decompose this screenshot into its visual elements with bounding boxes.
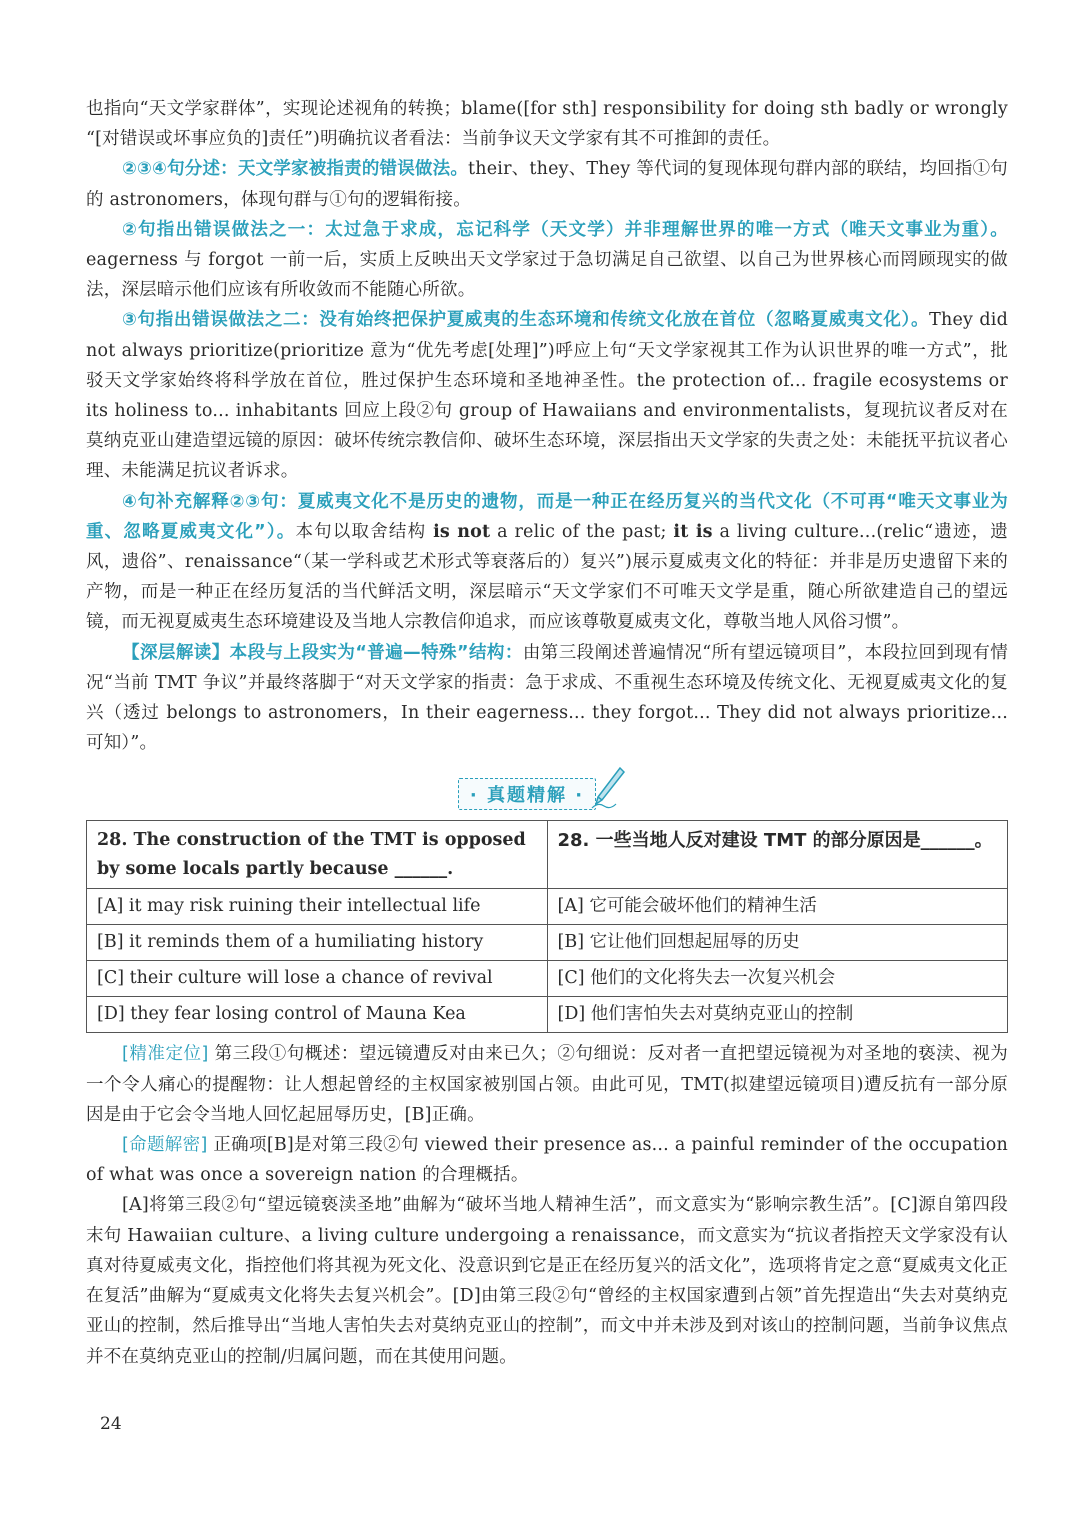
option-zh: [A] 它可能会破坏他们的精神生活 [547,889,1008,925]
text-segment: 第三段①句概述：望远镜遭反对由来已久；②句细说：反对者一直把望远镜视为对圣地的亵渎、视为一个令人痛心的提醒物：让人想起曾经的主权国家被别国占领。由此可见，TMT(拟建望远镜项目)遭反抗有一部分原因是由于它会令当地人回忆起屈辱历史，[B]正确。 [86,1044,1008,1125]
question-table [86,820,1008,1033]
text-segment: 本句以取舍结构 [295,521,434,542]
highlight-heading: ②③④句分述：天文学家被指责的错误做法。 [122,159,469,180]
banner-title: · 真题精解 · [458,778,596,810]
text-segment: They did not always prioritize(prioritize 意为“优先考虑[处理]”)呼应上句“天文学家视其工作为认识世界的唯一方式”，批驳天文学家始终将科学放在首位，胜过保护生态环境和圣地神圣性。the protection of... fragile ecosystems or its holiness to... inhabitants 回应上段②句 group of Hawaiians and environmentalists，复现抗议者反对在莫纳克亚山建造望远镜的原因：破坏传统宗教信仰、破坏生态环境，深层指出天文学家的失责之处：未能抚平抗议者心理、未能满足抗议者诉求。 [86,310,1008,482]
option-zh: [B] 它让他们回想起屈辱的历史 [547,925,1008,961]
page-number: 24 [100,1414,122,1434]
option-en: [C] their culture will lose a chance of revival [87,961,548,997]
option-row [87,961,1008,997]
paragraph-5 [86,487,1008,638]
analysis-label: [精准定位] [122,1044,209,1065]
text-segment: 正确项[B]是对第三段②句 viewed their presence as... a painful reminder of the occupation of what was once a sovereign nation 的合理概括。 [86,1135,1008,1186]
highlight-heading: 【深层解读】本段与上段实为“普遍—特殊”结构： [122,642,523,663]
text-segment: a living culture...(relic“遗迹，遗风，遗俗”、renaissance“（某一学科或艺术形式等衰落后的）复兴”)展示夏威夷文化的特征：并非是历史遗留下来的产物，而是一种正在经历复活的当代鲜活文明，深层暗示“天文学家们不可唯天文学是重，随心所欲建造自己的望远镜，而无视夏威夷生态环境建设及当地人宗教信仰追求，而应该尊敬夏威夷文化，尊敬当地人风俗习惯”。 [86,521,1008,633]
option-en: [A] it may risk ruining their intellectual life [87,889,548,925]
text-segment: 由第三段阐述普遍情况“所有望远镜项目”，本段拉回到现有情况“当前 TMT 争议”并最终落脚于“对天文学家的指责：急于求成、不重视生态环境及传统文化、无视夏威夷文化的复兴（透过 belongs to astronomers，In their eagerness... they forgot... They did not always prioritize... 可知）”。 [86,642,1008,754]
text-segment: eagerness 与 forgot 一前一后，实质上反映出天文学家过于急切满足自己欲望、以自己为世界核心而罔顾现实的做法，深层暗示他们应该有所收敛而不能随心所欲。 [86,250,1008,301]
question-stem-zh: 28. 一些当地人反对建设 TMT 的部分原因是______。 [547,821,1008,889]
paragraph-6 [86,638,1008,759]
paragraph-1 [86,94,1008,154]
question-stem-en: 28. The construction of the TMT is opposed by some locals partly because ______. [87,821,548,889]
option-row [87,925,1008,961]
text-segment: their、they、They 等代词的复现体现句群内部的联结，均回指①句的 astronomers，体现句群与①句的逻辑衔接。 [86,159,1008,210]
highlight-heading: ②句指出错误做法之一：太过急于求成，忘记科学（天文学）并非理解世界的唯一方式（唯天文事业为重）。 [122,219,1008,240]
question-stem-row [87,821,1008,889]
text-segment: [A]将第三段②句“望远镜亵渎圣地”曲解为“破坏当地人精神生活”，而文意实为“影响宗教生活”。[C]源自第四段末句 Hawaiian culture、a living culture undergoing a renaissance，而文意实为“抗议者指控天文学家没有认真对待夏威夷文化，指控他们将其视为死文化、没意识到它是正在经历复兴的活文化”，选项将肯定之意“夏威夷文化正在复活”曲解为“夏威夷文化将失去复兴机会”。[D]由第三段②句“曾经的主权国家遭到占领”首先捏造出“失去对莫纳克亚山的控制，然后推导出“当地人害怕失去对莫纳克亚山的控制”，而文中并未涉及到对该山的控制问题，当前争议焦点并不在莫纳克亚山的控制/归属问题，而在其使用问题。 [86,1195,1008,1367]
highlight-heading: ③句指出错误做法之二：没有始终把保护夏威夷的生态环境和传统文化放在首位（忽略夏威夷文化）。 [122,310,930,331]
paragraph-4 [86,305,1008,486]
analysis-paragraph-2 [86,1130,1008,1190]
option-en: [B] it reminds them of a humiliating history [87,925,548,961]
paragraph-2 [86,154,1008,214]
option-row [87,997,1008,1033]
paragraph-3 [86,215,1008,306]
highlight-heading: ④句补充解释②③句：夏威夷文化不是历史的遗物，而是一种正在经历复兴的当代文化（不可再“唯天文事业为重、忽略夏威夷文化”）。 [86,491,1008,542]
page-content [86,94,1008,1372]
option-en: [D] they fear losing control of Mauna Kea [87,997,548,1033]
analysis-paragraph-1 [86,1039,1008,1130]
analysis-paragraph-3 [86,1190,1008,1371]
option-row [87,889,1008,925]
section-banner [86,770,1008,816]
bold-segment: it is [673,521,713,542]
text-segment: 也指向“天文学家群体”，实现论述视角的转换；blame([for sth] responsibility for doing sth badly or wrongly “[对错误或坏事应负的]责任”)明确抗议者看法：当前争议天文学家有其不可推卸的责任。 [86,99,1008,150]
option-zh: [D] 他们害怕失去对莫纳克亚山的控制 [547,997,1008,1033]
text-segment: a relic of the past; [490,521,674,542]
analysis-label: [命题解密] [122,1135,208,1156]
bold-segment: is not [433,521,491,542]
pen-icon [590,766,626,810]
option-zh: [C] 他们的文化将失去一次复兴机会 [547,961,1008,997]
